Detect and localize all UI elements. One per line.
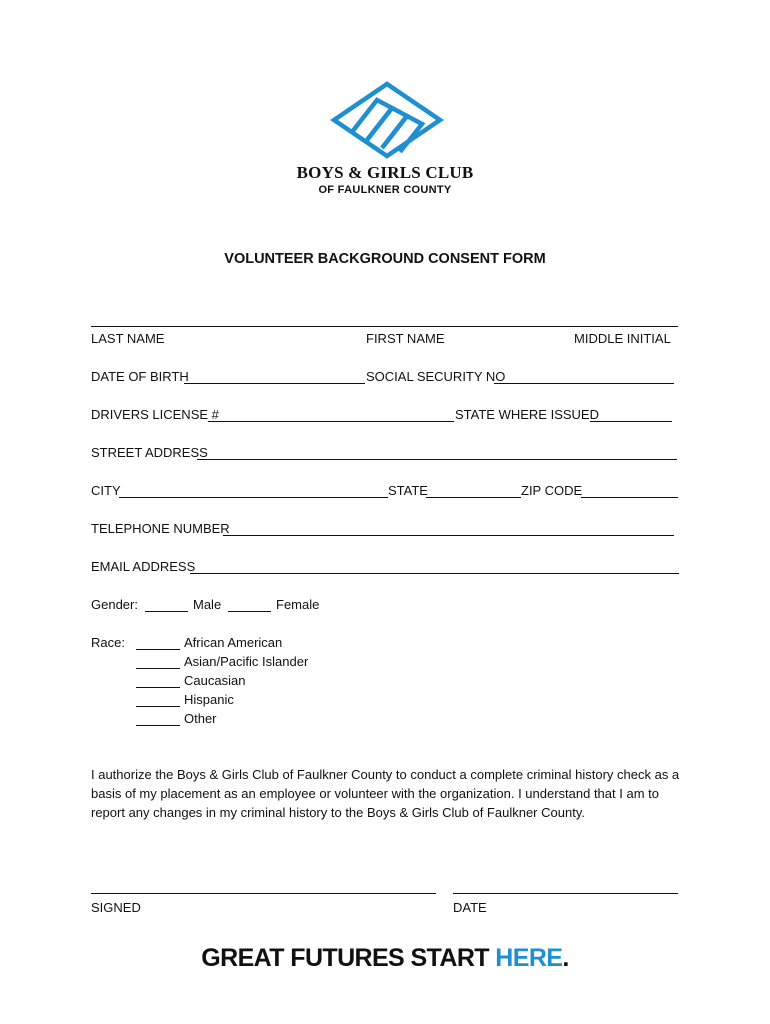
zip-field-line[interactable] [581, 497, 678, 498]
license-label: DRIVERS LICENSE # [91, 407, 219, 422]
race-option: African American [184, 635, 283, 650]
race-blank[interactable] [136, 725, 180, 726]
race-blank[interactable] [136, 706, 180, 707]
gender-label: Gender: [91, 597, 138, 612]
dob-label: DATE OF BIRTH [91, 369, 189, 384]
email-field-line[interactable] [190, 573, 679, 574]
date-line[interactable] [453, 893, 678, 894]
race-blank[interactable] [136, 668, 180, 669]
city-field-line[interactable] [119, 497, 388, 498]
street-label: STREET ADDRESS [91, 445, 208, 460]
phone-field-line[interactable] [223, 535, 674, 536]
license-field-line[interactable] [208, 421, 454, 422]
state-issued-label: STATE WHERE ISSUED [455, 407, 599, 422]
race-blank[interactable] [136, 687, 180, 688]
name-field-line[interactable] [91, 326, 678, 327]
date-label: DATE [453, 900, 487, 915]
consent-paragraph: I authorize the Boys & Girls Club of Faulkner County to conduct a complete criminal history check as a basis of my placement as an employee or volunteer with the organization. I understand that I am to report any changes in my criminal history to the Boys & Girls Club of Faulkner County. [91, 767, 680, 820]
state-field-line[interactable] [426, 497, 521, 498]
dob-field-line[interactable] [184, 383, 365, 384]
city-label: CITY [91, 483, 121, 498]
tagline-end: . [562, 944, 569, 972]
org-name: BOYS & GIRLS CLUB [296, 163, 474, 182]
signed-label: SIGNED [91, 900, 141, 915]
race-blank[interactable] [136, 649, 180, 650]
first-name-label: FIRST NAME [366, 331, 445, 346]
phone-label: TELEPHONE NUMBER [91, 521, 230, 536]
tagline-main: GREAT FUTURES START [201, 944, 496, 972]
ssn-label: SOCIAL SECURITY NO [366, 369, 506, 384]
state-issued-field-line[interactable] [590, 421, 672, 422]
race-option: Caucasian [184, 673, 246, 688]
race-label: Race: [91, 635, 125, 650]
middle-initial-label: MIDDLE INITIAL [574, 331, 671, 346]
gender-male-blank[interactable] [145, 611, 188, 612]
tagline-accent: HERE [495, 944, 563, 972]
form-title: VOLUNTEER BACKGROUND CONSENT FORM [224, 251, 546, 267]
email-label: EMAIL ADDRESS [91, 559, 196, 574]
race-option: Hispanic [184, 692, 234, 707]
last-name-label: LAST NAME [91, 331, 165, 346]
gender-female-blank[interactable] [228, 611, 271, 612]
race-option: Other [184, 711, 217, 726]
ssn-field-line[interactable] [494, 383, 674, 384]
street-field-line[interactable] [197, 459, 677, 460]
race-option: Asian/Pacific Islander [184, 654, 309, 669]
gender-female-label: Female [276, 597, 320, 612]
signature-line[interactable] [91, 893, 436, 894]
zip-label: ZIP CODE [521, 483, 583, 498]
tagline [0, 944, 770, 973]
gender-male-label: Male [193, 597, 222, 612]
clasped-hands-logo-icon [330, 80, 445, 160]
org-subtitle: OF FAULKNER COUNTY [318, 184, 452, 196]
state-label: STATE [388, 483, 428, 498]
